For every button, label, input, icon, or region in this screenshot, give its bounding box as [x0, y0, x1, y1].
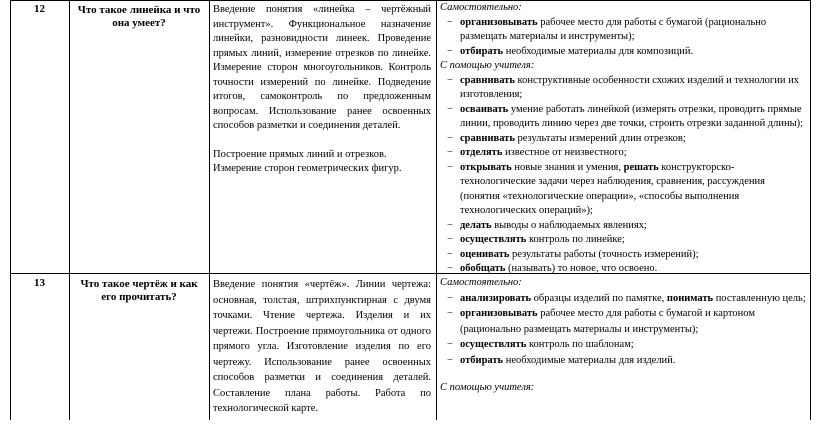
self-heading: Самостоятельно: [440, 2, 522, 13]
list-item: − организовывать рабочее место для работы с бумагой (рационально размещать материалы и инструменты); [440, 16, 806, 45]
list-item: − анализировать образцы изделий по памятке, понимать поставленную цель; [440, 291, 806, 307]
lesson-table [10, 0, 810, 430]
list-item: − оценивать результаты работы (точность измерений); [440, 248, 806, 263]
lesson-number: 13 [34, 277, 45, 289]
teacher-heading: С помощью учителя: [440, 60, 535, 71]
list-item: − осуществлять контроль по шаблонам; [440, 337, 806, 353]
teacher-list [440, 74, 806, 277]
list-item: − отбирать необходимые материалы для изделий. [440, 353, 806, 369]
description-paragraph: Введение понятия «чертёж». Линии чертежа: основная, толстая, штрихпунктирная с двумя точками. Чтение чертежа. Изделия и их чертежи. Построение прямоугольника от одного прямого угла. Изготовление изделия по его чертежу. Использование ранее освоенных способов разметки и соединения деталей. Составление плана работы. Работа по технологической карте. [213, 279, 431, 414]
list-item: − обобщать (называть) то новое, что освоено. [440, 262, 806, 277]
self-list [440, 291, 806, 369]
lesson-activities [440, 275, 806, 396]
lesson-description [213, 277, 431, 417]
list-item: − осуществлять контроль по линейке; [440, 233, 806, 248]
list-item: − делать выводы о наблюдаемых явлениях; [440, 219, 806, 234]
lesson-number: 12 [34, 3, 45, 15]
table-border-right [810, 0, 811, 420]
description-paragraph: Введение понятия «линейка – чертёжный инструмент». Функциональное назначение линейки, разновидности линеек. Проведение прямых линий, измерение отрезков по линейке. Измерение сторон многоугольников. Контроль точности измерений по линейке. Подведение итогов, самоконтроль по предложенным вопросам. Использование ранее освоенных способов разметки и соединения деталей. [213, 4, 431, 131]
teacher-heading: С помощью учителя: [440, 382, 535, 393]
list-item: − открывать новые знания и умения, решать конструкторско-технологические задачи через наблюдения, сравнения, рассуждения (понятия «технологические операции», «способы выполнения технологических операций»); [440, 161, 806, 219]
lesson-description [213, 3, 431, 177]
column-divider [69, 0, 70, 420]
column-divider [436, 0, 437, 420]
list-item: − отделять известное от неизвестного; [440, 146, 806, 161]
lesson-question: Что такое чертёж и как его прочитать? [80, 278, 198, 303]
self-heading: Самостоятельно: [440, 277, 522, 288]
list-item: − отбирать необходимые материалы для композиций. [440, 45, 806, 60]
list-item: − сравнивать результаты измерений длин отрезков; [440, 132, 806, 147]
lesson-question: Что такое линейка и что она умеет? [77, 4, 201, 29]
table-border-left [10, 0, 11, 420]
self-list [440, 16, 806, 60]
list-item: − осваивать умение работать линейкой (измерять отрезки, проводить прямые линии, проводить линию через две точки, строить отрезки заданной длины); [440, 103, 806, 132]
lesson-activities [440, 1, 806, 277]
column-divider [209, 0, 210, 420]
list-item: − организовывать рабочее место для работы с бумагой и картоном (рационально размещать материалы и инструменты); [440, 306, 806, 337]
description-paragraph: Построение прямых линий и отрезков. Измерение сторон геометрических фигур. [213, 148, 402, 174]
list-item: − сравнивать конструктивные особенности схожих изделий и технологии их изготовления; [440, 74, 806, 103]
